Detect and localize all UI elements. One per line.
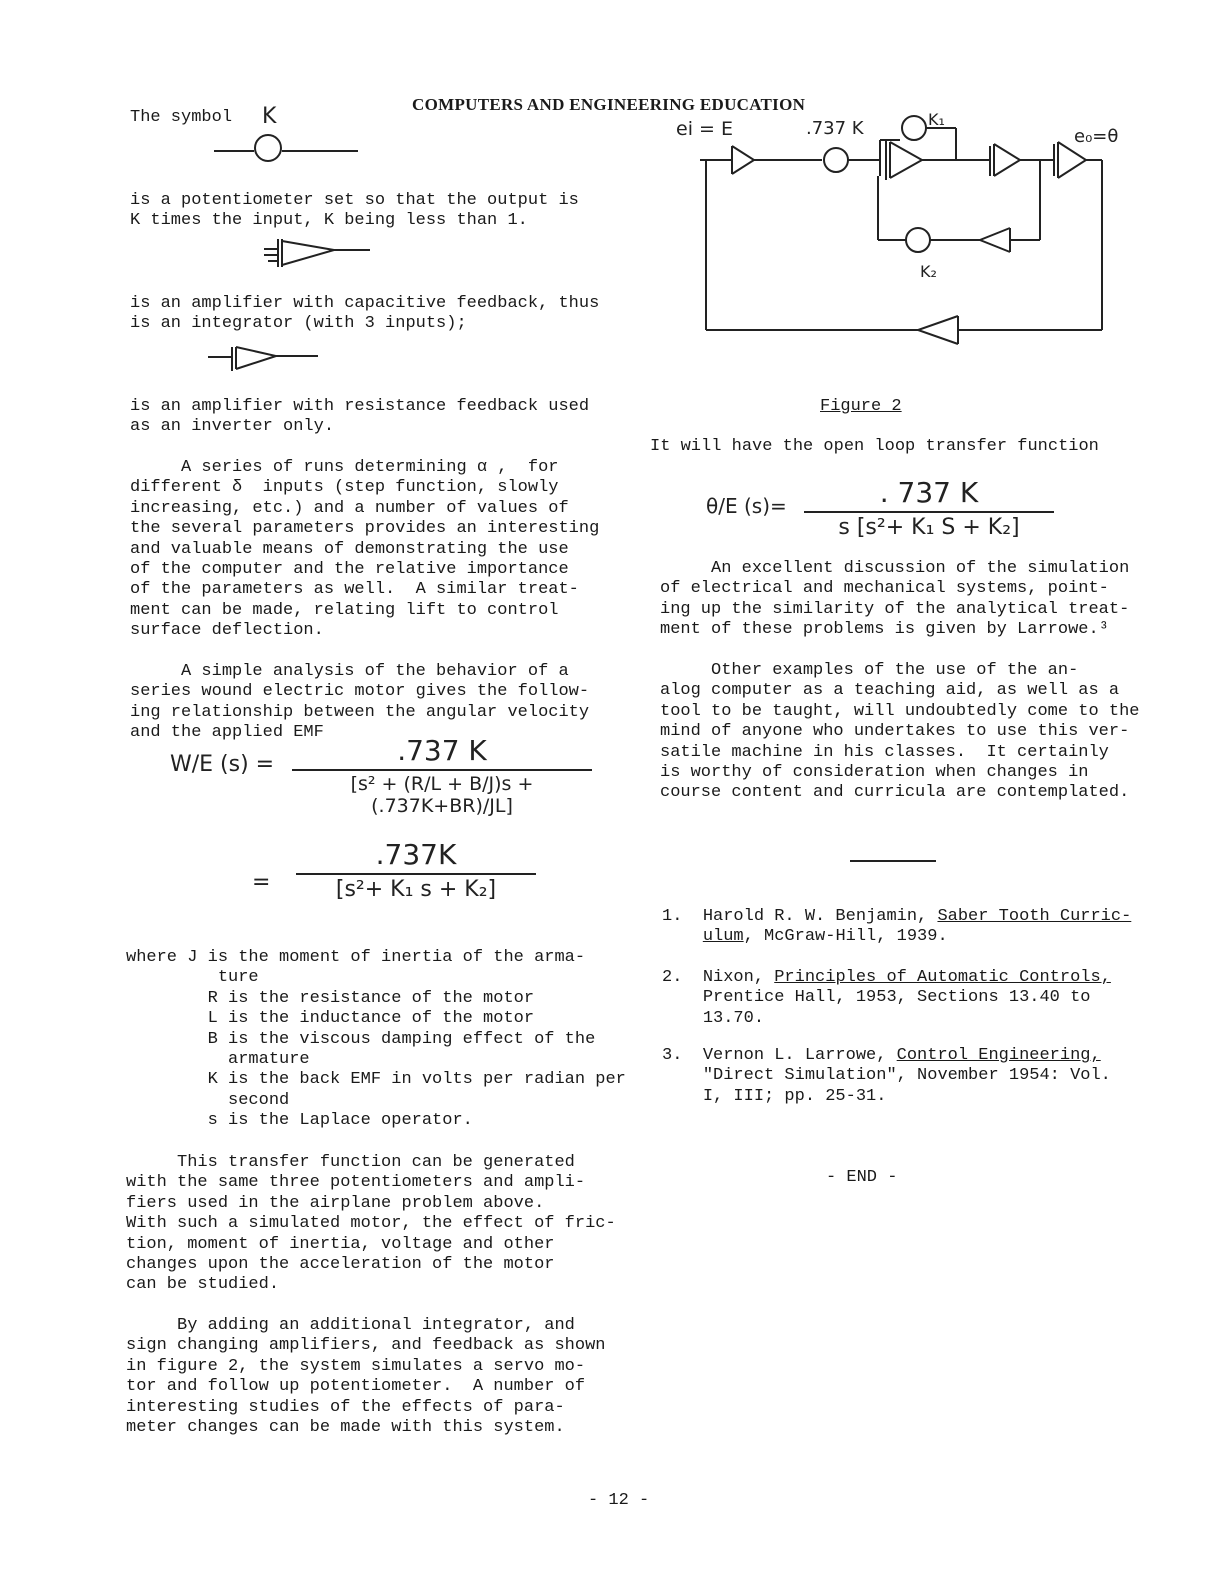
equation-1-denominator: [s² + (R/L + B/J)s + (.737K+BR)/JL] (350, 773, 534, 817)
integrator-description: is an amplifier with capacitive feedback, thus is an integrator (with 3 inputs); (130, 294, 600, 334)
reference-1: 1. Harold R. W. Benjamin, Saber Tooth Curric- ulum, McGraw-Hill, 1939. (662, 907, 1132, 947)
end-marker: - END - (826, 1168, 898, 1187)
section-divider (850, 860, 936, 862)
integrator-symbol-icon (262, 237, 374, 269)
equation-3-fraction-bar (804, 511, 1054, 513)
paragraph-series-of-runs: A series of runs determining α , for different δ inputs (step function, slowly increasing, etc.) and a number of values of the several parameters provides an interesting and valuable means of demonstrating the use of the computer and the relative importance of the parameters as well. A similar treat- ment can be made, relating lift to control surface deflection. (130, 458, 600, 641)
figure-2-block-diagram (700, 110, 1120, 350)
inverter-description: is an amplifier with resistance feedback used as an inverter only. (130, 397, 590, 437)
equation-3-lhs: θ/E (s)= (706, 494, 787, 518)
running-header: COMPUTERS AND ENGINEERING EDUCATION (412, 95, 806, 114)
figure-k2-label: K₂ (920, 262, 937, 281)
paragraph-other-examples: Other examples of the use of the an- alog computer as a teaching aid, as well as a tool to be taught, will undoubtedly come to the mind of anyone who undertakes to use this ver- satile machine in his classes. It certainly is worthy of consideration when changes in course content and curricula are contemplated. (660, 661, 1140, 803)
open-loop-intro: It will have the open loop transfer function (650, 437, 1099, 456)
equation-3-denominator: s [s²+ K₁ S + K₂] (838, 515, 1020, 540)
equation-2-numerator: .737K (375, 838, 457, 871)
page-number: - 12 - (588, 1491, 650, 1510)
figure-2-caption: Figure 2 (820, 397, 902, 416)
equation-2-denominator: [s²+ K₁ s + K₂] (335, 877, 497, 902)
figure-input-label: ei = E (676, 118, 733, 140)
equation-2-lhs: = (252, 870, 271, 895)
potentiometer-description: is a potentiometer set so that the output is K times the input, K being less than 1. (130, 191, 579, 231)
equation-1-fraction (292, 734, 592, 817)
paragraph-servo-motor: By adding an additional integrator, and sign changing amplifiers, and feedback as shown in figure 2, the system simulates a servo mo- tor and follow up potentiometer. A number of interesting studies of the effects of para- meter changes can be made with this system. (126, 1316, 606, 1437)
equation-1-lhs: W/E (s) = (170, 752, 275, 777)
figure-gain-label: .737 K (806, 118, 864, 139)
equation-2-fraction-bar (296, 873, 536, 875)
reference-3: 3. Vernon L. Larrowe, Control Engineering, "Direct Simulation", November 1954: Vol. I, III; pp. 25-31. (662, 1046, 1111, 1106)
equation-3-fraction (804, 476, 1054, 540)
potentiometer-symbol-label: K (262, 104, 277, 129)
reference-2: 2. Nixon, Principles of Automatic Controls, Prentice Hall, 1953, Sections 13.40 to 13.70. (662, 968, 1111, 1028)
equation-1-numerator: .737 K (397, 734, 487, 767)
potentiometer-symbol-icon (212, 126, 362, 170)
equation-1-fraction-bar (292, 769, 592, 771)
figure-k1-label: K₁ (928, 110, 945, 129)
equation-3-numerator: . 737 K (879, 476, 979, 509)
variable-definitions: where J is the moment of inertia of the arma- ture R is the resistance of the motor L is the inductance of the motor B is the viscous damping effect of the armature K is the back EMF in volts per radian per second s is the Laplace operator. (126, 948, 626, 1131)
symbol-intro: The symbol (130, 108, 233, 127)
inverter-symbol-icon (206, 343, 320, 375)
paragraph-excellent-discussion: An excellent discussion of the simulation of electrical and mechanical systems, point- ing up the similarity of the analytical treat- ment of these problems is given by Larrowe.³ (660, 559, 1130, 640)
paragraph-motor-analysis: A simple analysis of the behavior of a series wound electric motor gives the follow- ing relationship between the angular velocity and the applied EMF (130, 662, 590, 743)
figure-output-label: e₀=θ (1074, 126, 1119, 147)
paragraph-transfer-function: This transfer function can be generated with the same three potentiometers and ampli- fiers used in the airplane problem above. With such a simulated motor, the effect of fric- tion, moment of inertia, voltage and other changes upon the acceleration of the motor can be studied. (126, 1153, 616, 1295)
equation-2-fraction (296, 838, 536, 902)
